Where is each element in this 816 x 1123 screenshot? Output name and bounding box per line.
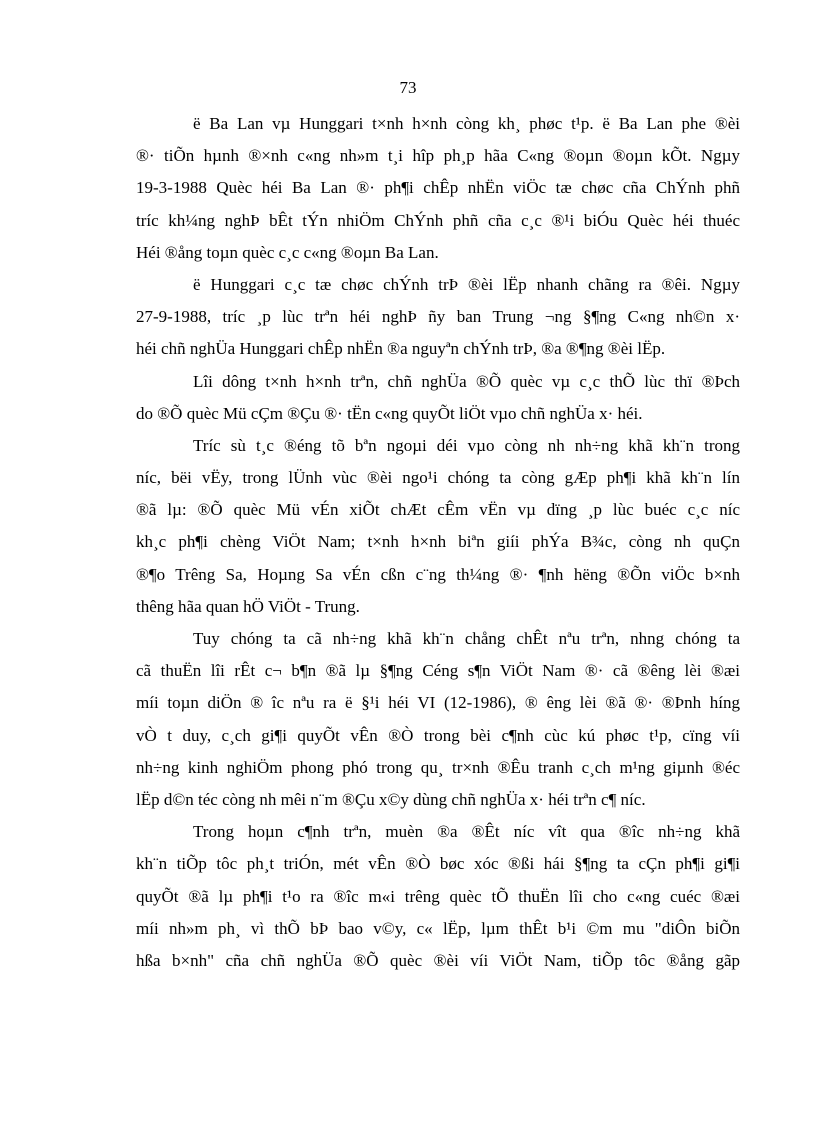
- text-line: ë Ba Lan vµ Hunggari t×nh h×nh còng kh¸ phøc t¹p. ë Ba Lan phe ®èi: [193, 114, 740, 133]
- paragraph-4: [136, 430, 740, 623]
- text-line: Lîi dông t×nh h×nh trªn, chñ nghÜa ®Õ quèc vµ c¸c thÕ lùc thï ®Þch: [193, 371, 740, 391]
- text-line: míi toµn diÖn ® îc nªu ra ë §¹i héi VI (12-1986), ® êng lèi ®ã ®· ®Þnh híng: [136, 693, 740, 713]
- paragraph-6: [136, 816, 740, 977]
- text-line: kh¨n tiÕp tôc ph¸t triÓn, mét vÊn ®Ò bøc xóc ®ßi hái §¶ng ta cÇn ph¶i gi¶i: [136, 854, 740, 874]
- text-line: míi nh»m ph¸ vì thÕ bÞ bao v©y, c« lËp, lµm thÊt b¹i ©m mu "diÔn biÕn: [136, 918, 740, 938]
- text-line: kh¸c ph¶i chèng ViÖt Nam; t×nh h×nh biªn giíi phÝa B¾c, còng nh quÇn: [136, 532, 740, 552]
- paragraph-1: [136, 108, 740, 269]
- text-line: hßa b×nh" cña chñ nghÜa ®Õ quèc ®èi víi ViÖt Nam, tiÕp tôc ®ång gãp: [136, 950, 740, 970]
- paragraph-5: [136, 623, 740, 816]
- text-line: tríc kh¼ng nghÞ bÊt tÝn nhiÖm ChÝnh phñ cña c¸c ®¹i biÓu Quèc héi thuéc: [136, 210, 740, 230]
- paragraph-3: [136, 366, 740, 430]
- text-line: quyÕt ®ã lµ ph¶i t¹o ra ®îc m«i trêng quèc tÕ thuËn lîi cho c«ng cuéc ®æi: [136, 886, 740, 906]
- paragraph-2: [136, 269, 740, 366]
- text-line: thêng hãa quan hÖ ViÖt - Trung.: [136, 596, 360, 616]
- text-line: 19-3-1988 Quèc héi Ba Lan ®· ph¶i chÊp nhËn viÖc tæ chøc cña ChÝnh phñ: [136, 178, 740, 198]
- text-line: nh÷ng kinh nghiÖm phong phó trong qu¸ tr×nh ®Êu tranh c¸ch m¹ng giµnh ®éc: [136, 757, 740, 777]
- page-number: 73: [399, 78, 417, 97]
- text-line: ë Hunggari c¸c tæ chøc chÝnh trÞ ®èi lËp nhanh chãng ra ®êi. Ngµy: [193, 274, 740, 294]
- text-line: Trong hoµn c¶nh trªn, muèn ®a ®Êt níc vît qua ®îc nh÷ng khã: [193, 822, 740, 842]
- text-line: Tríc sù t¸c ®éng tõ bªn ngoµi déi vµo còng nh nh÷ng khã kh¨n trong: [193, 435, 740, 455]
- text-line: 27-9-1988, tríc ¸p lùc trªn héi nghÞ ñy ban Trung ¬ng §¶ng C«ng nh©n x·: [136, 307, 740, 327]
- text-line: ®¶o Trêng Sa, Hoµng Sa vÉn cßn c¨ng th¼ng ®· ¶nh hëng ®Õn viÖc b×nh: [136, 564, 740, 584]
- text-line: ®· tiÕn hµnh ®×nh c«ng nh»m t¸i hîp ph¸p hãa C«ng ®oµn ®oµn kÕt. Ngµy: [136, 146, 740, 166]
- text-line: cã thuËn lîi rÊt c¬ b¶n ®ã lµ §¶ng Céng s¶n ViÖt Nam ®· cã ®êng lèi ®æi: [136, 661, 740, 681]
- text-line: ®ã lµ: ®Õ quèc Mü vÉn xiÕt chÆt cÊm vËn vµ dïng ¸p lùc buéc c¸c níc: [136, 500, 740, 520]
- text-line: Héi ®ång toµn quèc c¸c c«ng ®oµn Ba Lan.: [136, 242, 439, 262]
- text-line: níc, bëi vËy, trong lÜnh vùc ®èi ngo¹i chóng ta còng gÆp ph¶i khã kh¨n lín: [136, 468, 740, 488]
- text-line: héi chñ nghÜa Hunggari chÊp nhËn ®a nguyªn chÝnh trÞ, ®a ®¶ng ®èi lËp.: [136, 339, 666, 359]
- body-text: [136, 108, 740, 977]
- text-line: do ®Õ quèc Mü cÇm ®Çu ®· tËn c«ng quyÕt liÖt vµo chñ nghÜa x· héi.: [136, 403, 643, 423]
- text-line: Tuy chóng ta cã nh÷ng khã kh¨n chång chÊt nªu trªn, nhng chóng ta: [193, 629, 740, 648]
- text-line: lËp d©n téc còng nh mêi n¨m ®Çu x©y dùng chñ nghÜa x· héi trªn c¶ níc.: [136, 789, 646, 809]
- text-line: vÒ t duy, c¸ch gi¶i quyÕt vÊn ®Ò trong bèi c¶nh cùc kú phøc t¹p, cïng víi: [136, 725, 740, 745]
